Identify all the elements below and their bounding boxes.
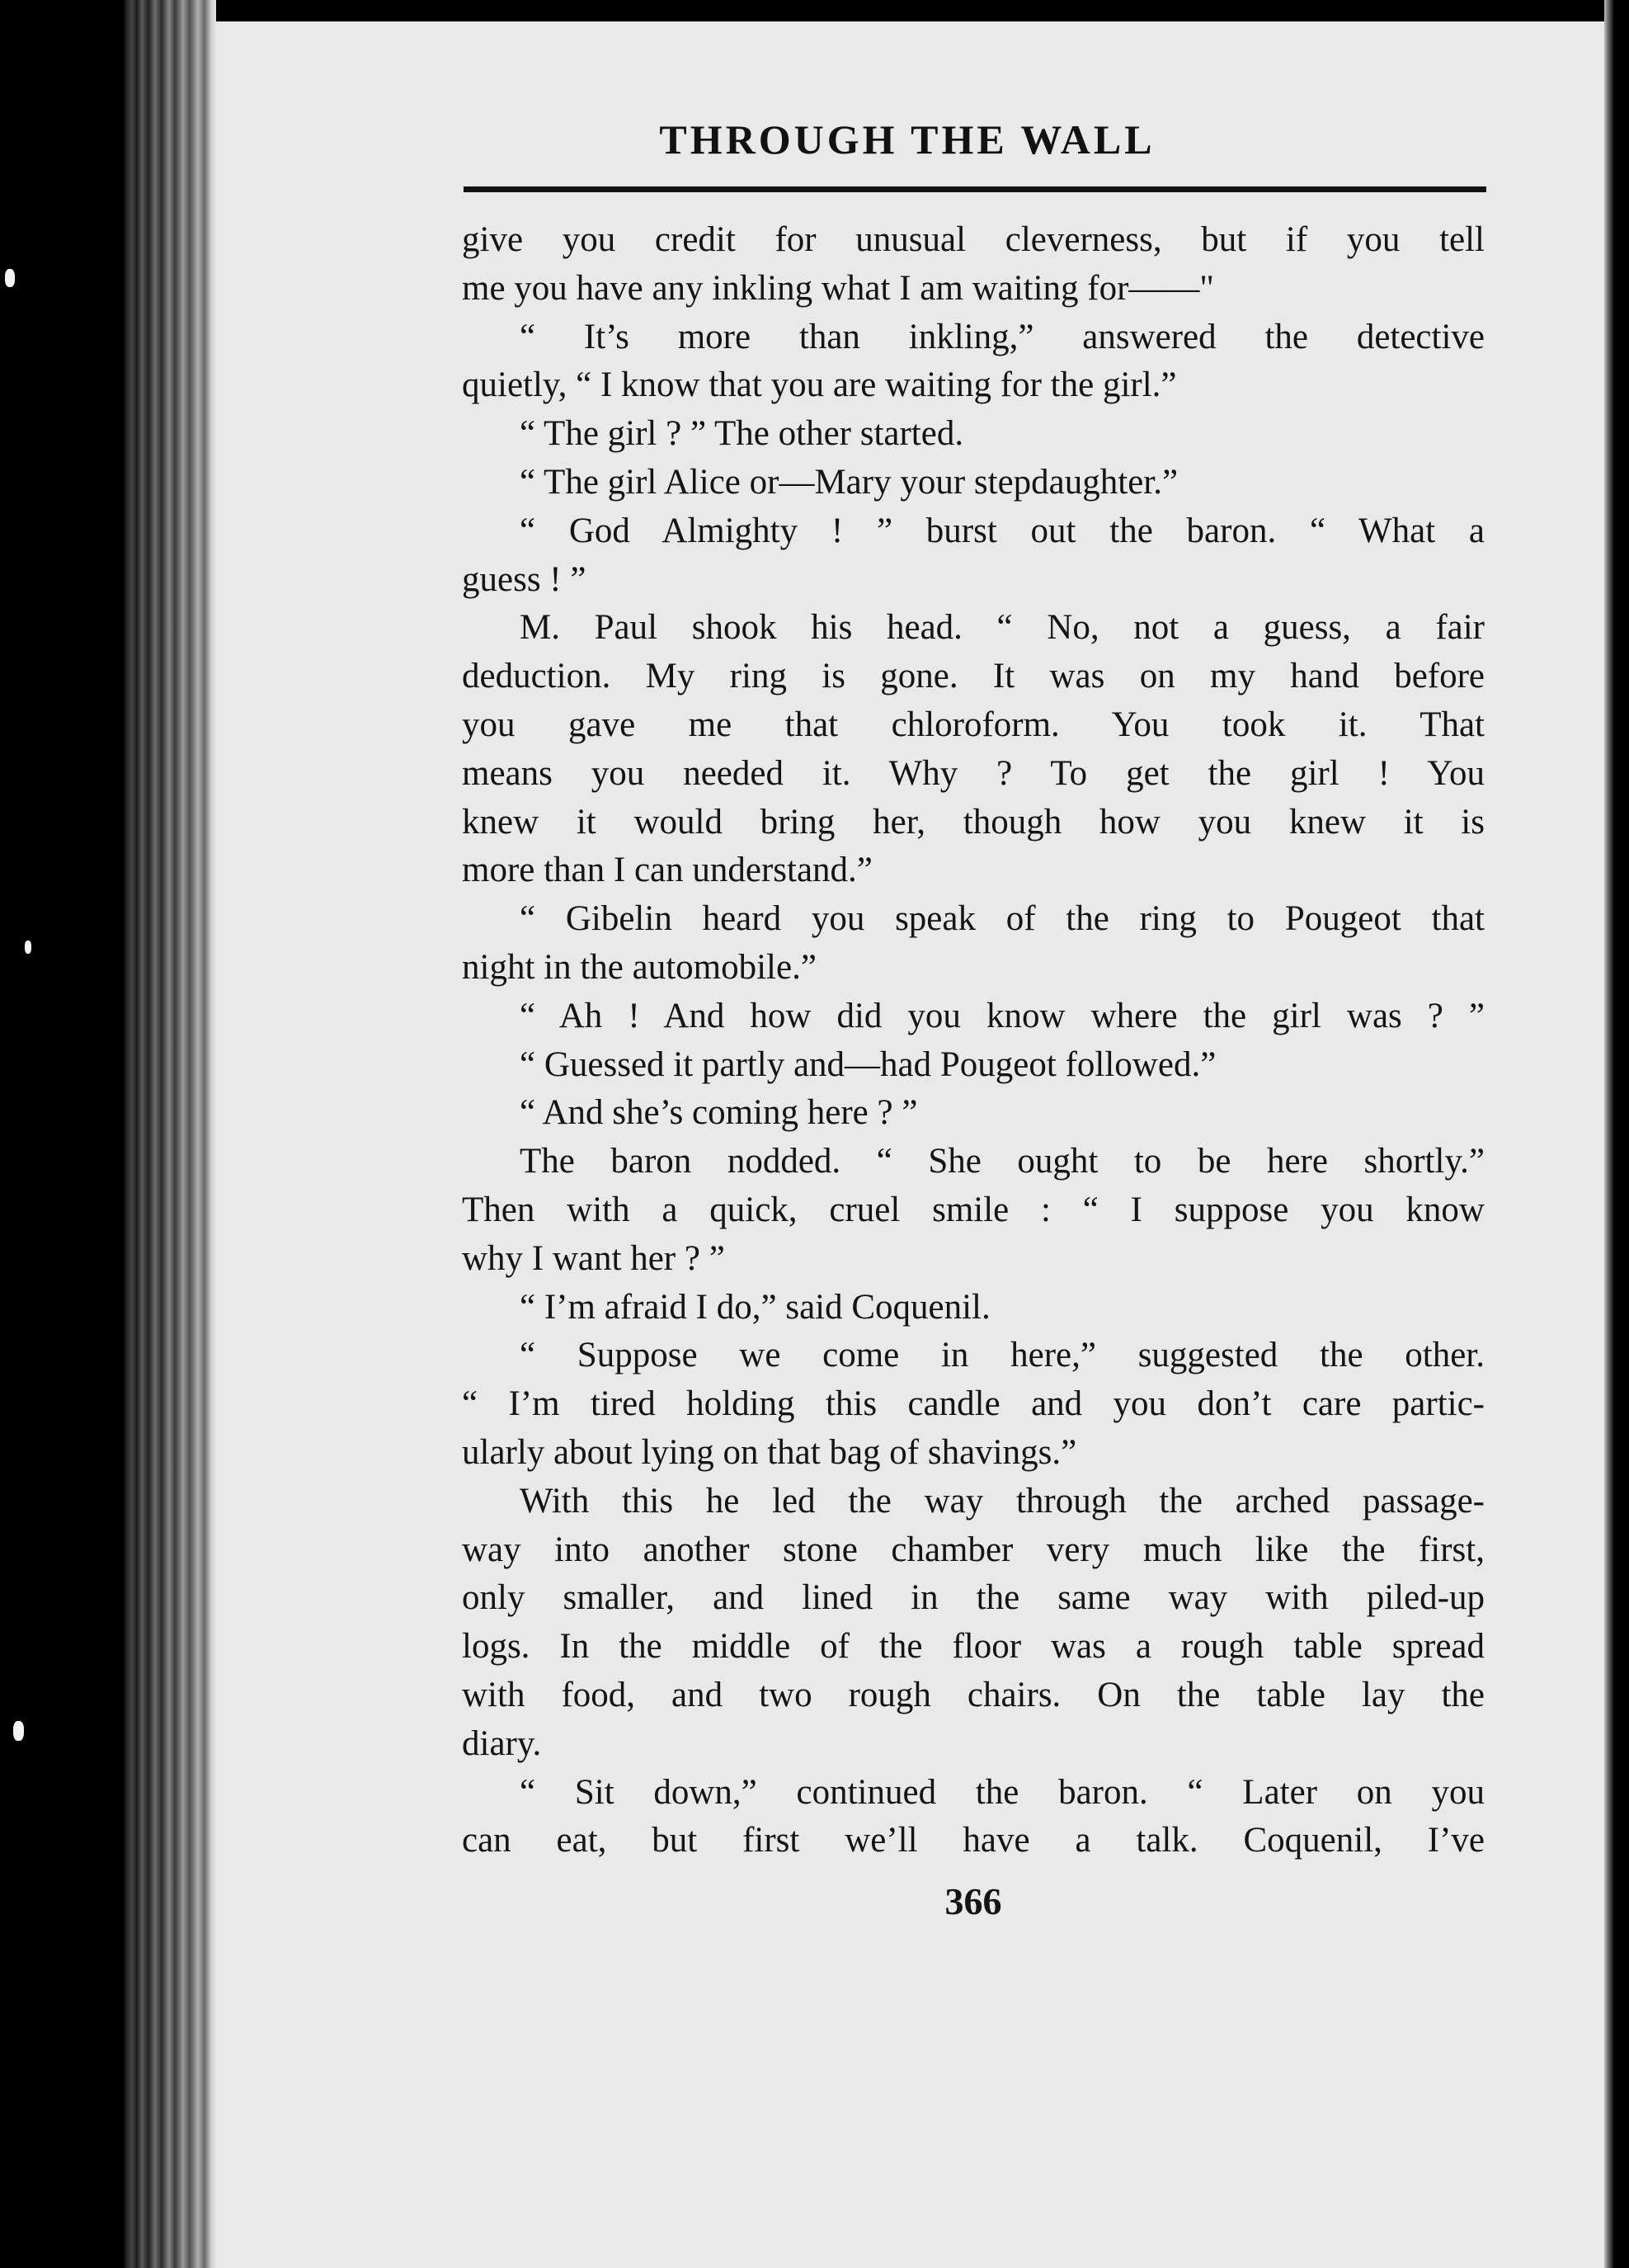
text-line: why I want her ? ” [462,1238,725,1278]
text-line: “ God Almighty ! ” burst out the baron. “ What a [520,511,1485,550]
scan-speck [13,1721,24,1741]
book-gutter-edge [0,0,216,2268]
text-line: can eat, but first we’ll have a talk. Coquenil, I’ve [462,1821,1485,1860]
text-line: The baron nodded. “ She ought to be here shortly.” [520,1142,1485,1181]
text-line: more than I can understand.” [462,851,873,890]
text-line: knew it would bring her, though how you knew it is [462,802,1485,842]
text-line: With this he led the way through the arched passage- [520,1481,1485,1521]
text-line: “ The girl Alice or—Mary your stepdaughter.” [520,462,1179,502]
body-text [462,216,1485,1865]
text-line: with food, and two rough chairs. On the table lay the [462,1675,1485,1714]
scan-top-border [0,0,1629,21]
scan-speck [5,269,15,287]
text-line: quietly, “ I know that you are waiting for the girl.” [462,365,1177,405]
page-number: 366 [944,1880,1002,1922]
scan-right-border [1604,0,1629,2268]
text-line: me you have any inkling what I am waiting for——" [462,268,1214,308]
text-line: you gave me that chloroform. You took it. That [462,705,1485,744]
text-line: “ And she’s coming here ? ” [520,1093,918,1133]
text-line: “ It’s more than inkling,” answered the detective [520,317,1485,356]
text-line: deduction. My ring is gone. It was on my hand before [462,657,1485,696]
text-line: M. Paul shook his head. “ No, not a guess, a fair [520,608,1485,648]
text-line: “ I’m afraid I do,” said Coquenil. [520,1287,991,1327]
text-line: “ I’m tired holding this candle and you don’t care partic- [462,1384,1485,1424]
text-line: “ Ah ! And how did you know where the girl was ? ” [520,996,1485,1035]
text-line: ularly about lying on that bag of shavings.” [462,1432,1077,1472]
text-line: “ Guessed it partly and—had Pougeot followed.” [520,1044,1217,1084]
running-head: THROUGH THE WALL [659,116,1156,163]
running-head-rule [464,186,1486,192]
text-line: guess ! ” [462,559,586,599]
text-line: give you credit for unusual cleverness, but if you tell [462,220,1485,259]
text-line: Then with a quick, cruel smile : “ I suppose you know [462,1190,1485,1229]
text-line: night in the automobile.” [462,947,817,987]
text-line: only smaller, and lined in the same way with piled-up [462,1578,1485,1618]
text-line: diary. [462,1723,542,1763]
text-line: logs. In the middle of the floor was a rough table spread [462,1627,1485,1667]
text-line: means you needed it. Why ? To get the girl ! You [462,753,1485,793]
text-line: “ Suppose we come in here,” suggested the other. [520,1336,1485,1375]
text-line: way into another stone chamber very much like the first, [462,1530,1485,1569]
text-line: “ Sit down,” continued the baron. “ Later on you [520,1772,1485,1812]
scan-speck [25,941,31,954]
text-line: “ Gibelin heard you speak of the ring to Pougeot that [520,899,1485,939]
text-line: “ The girl ? ” The other started. [520,414,964,454]
